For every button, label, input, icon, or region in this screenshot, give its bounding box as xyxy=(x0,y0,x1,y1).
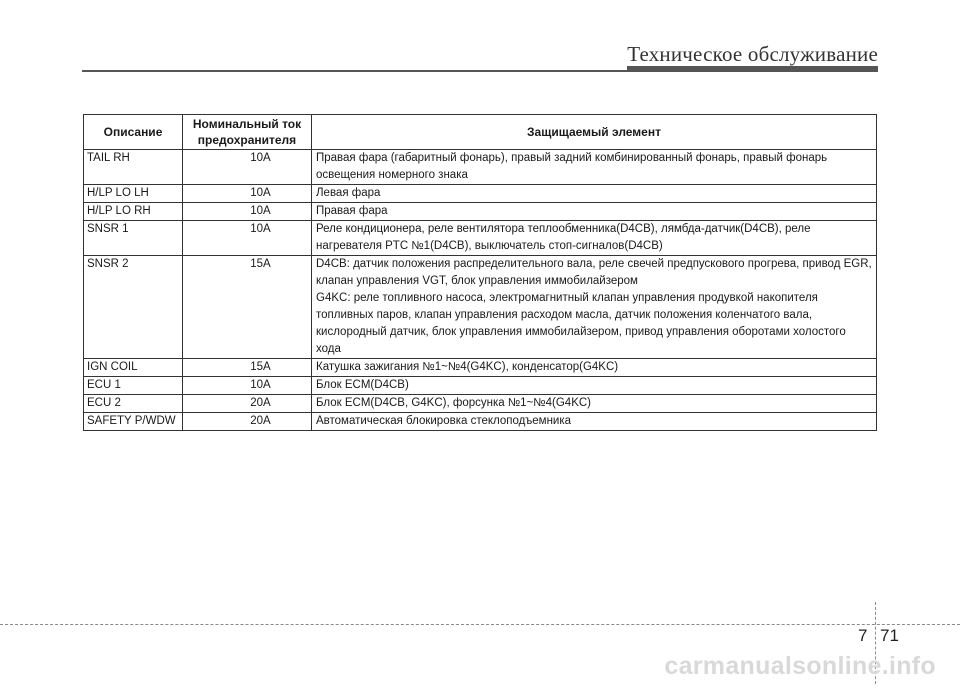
protected-component-cell: Правая фара (габаритный фонарь), правый задний комбинированный фонарь, правый фонарь освещения номерного знака xyxy=(312,150,877,185)
table-header-row xyxy=(84,115,877,150)
section-title: Техническое обслуживание xyxy=(627,42,878,66)
fuse-name-cell: IGN COIL xyxy=(84,359,183,377)
table-row xyxy=(84,359,877,377)
fuse-rating-cell: 20A xyxy=(183,395,312,413)
fuse-name-cell: H/LP LO LH xyxy=(84,185,183,203)
footer-divider xyxy=(0,624,960,625)
watermark: carmanualsonline.info xyxy=(664,652,936,680)
fuse-rating-cell: 10A xyxy=(183,221,312,256)
protected-component-cell: Реле кондиционера, реле вентилятора теплообменника(D4CB), лямбда-датчик(D4CB), реле нагревателя PTC №1(D4CB), выключатель стоп-сигналов(D4CB) xyxy=(312,221,877,256)
table-row xyxy=(84,377,877,395)
fuse-rating-cell: 10A xyxy=(183,377,312,395)
fuse-name-cell: TAIL RH xyxy=(84,150,183,185)
fuse-name-cell: H/LP LO RH xyxy=(84,203,183,221)
table-row xyxy=(84,221,877,256)
table-row xyxy=(84,185,877,203)
fuse-rating-cell: 10A xyxy=(183,203,312,221)
fuse-rating-cell: 10A xyxy=(183,185,312,203)
table-row xyxy=(84,413,877,431)
fuse-rating-cell: 20A xyxy=(183,413,312,431)
page-number: 71 xyxy=(880,626,899,645)
column-header-rating: Номинальный ток предохранителя xyxy=(183,115,312,150)
fuse-name-cell: SNSR 2 xyxy=(84,256,183,359)
header-rule xyxy=(82,70,627,72)
fuse-name-cell: ECU 1 xyxy=(84,377,183,395)
header-rule-accent xyxy=(627,66,878,72)
table-row xyxy=(84,395,877,413)
protected-component-cell: Катушка зажигания №1~№4(G4KC), конденсатор(G4KC) xyxy=(312,359,877,377)
table-row xyxy=(84,150,877,185)
chapter-number: 7 xyxy=(858,626,868,645)
fuse-name-cell: ECU 2 xyxy=(84,395,183,413)
protected-component-cell: Блок ECM(D4CB, G4KC), форсунка №1~№4(G4KC) xyxy=(312,395,877,413)
fuse-rating-cell: 15A xyxy=(183,359,312,377)
column-header-description: Описание xyxy=(84,115,183,150)
protected-component-cell: Правая фара xyxy=(312,203,877,221)
fuse-table-body xyxy=(84,150,877,431)
table-row xyxy=(84,203,877,221)
fuse-rating-cell: 10A xyxy=(183,150,312,185)
fuse-rating-cell: 15A xyxy=(183,256,312,359)
protected-component-cell: D4CB: датчик положения распределительного вала, реле свечей предпускового прогрева, привод EGR, клапан управления VGT, блок управления иммобилайзером G4KC: реле топливного насоса, электромагнитный клапан управления продувкой накопителя топливных паров, клапан управления расходом масла, датчик положения коленчатого вала, кислородный датчик, блок управления иммобилайзером, привод управления оборотами холостого хода xyxy=(312,256,877,359)
table-row xyxy=(84,256,877,359)
fuse-name-cell: SAFETY P/WDW xyxy=(84,413,183,431)
protected-component-cell: Левая фара xyxy=(312,185,877,203)
column-header-component: Защищаемый элемент xyxy=(312,115,877,150)
fuse-table xyxy=(83,114,877,431)
fuse-name-cell: SNSR 1 xyxy=(84,221,183,256)
protected-component-cell: Автоматическая блокировка стеклоподъемника xyxy=(312,413,877,431)
protected-component-cell: Блок ECM(D4CB) xyxy=(312,377,877,395)
